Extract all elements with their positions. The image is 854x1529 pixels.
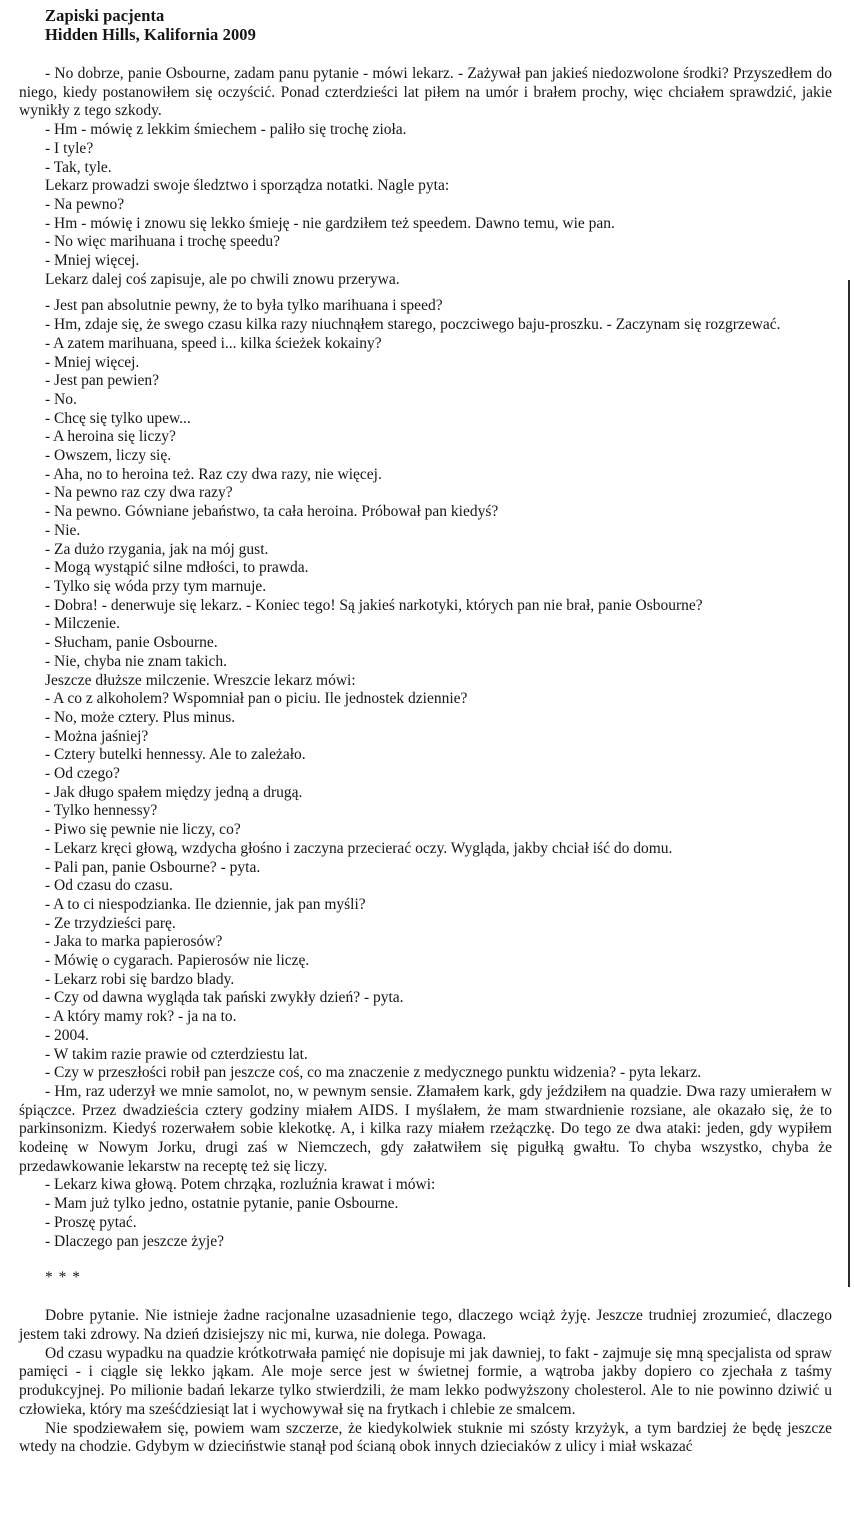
paragraph: - Mogą wystąpić silne mdłości, to prawda. [45,559,309,577]
dialogue-section-1 [19,65,832,289]
paragraph: - Jak długo spałem między jedną a drugą. [45,783,303,801]
paragraph: Od czasu wypadku na quadzie krótkotrwała pamięć nie dopisuje mi jak dawniej, to fakt - zajmuje się mną specjalista od spraw pamięci - i ciągle się lekko jąkam. Ale moje serce jest w świetnej formie, a wątroba jakby dopiero co zjechała z taśmy produkcyjnej. Po milionie badań lekarze tylko stwierdzili, że mam lekko podwyższony cholesterol. Ale to nie powinno dziwić u człowieka, który ma sześćdziesiąt lat i wychowywał się na frytkach i chlebie ze smalcem. [19,1344,832,1418]
paragraph: - 2004. [45,1026,89,1044]
paragraph: - Mam już tylko jedno, ostatnie pytanie, panie Osbourne. [45,1195,399,1213]
paragraph: Nie spodziewałem się, powiem wam szczerze, że kiedykolwiek stuknie mi szósty krzyżyk, a tym bardziej że będę jeszcze wtedy na chodzie. Gdybym w dzieciństwie stanął pod ścianą obok innych dzieciaków z ulicy i miał wskazać [19,1419,832,1456]
paragraph: - No. [45,390,77,408]
page-edge-line [848,280,850,1287]
paragraph: - Od czego? [45,765,120,783]
paragraph: - No więc marihuana i trochę speedu? [45,233,280,251]
paragraph: - Hm, raz uderzył we mnie samolot, no, w pewnym sensie. Złamałem kark, gdy jeździłem na quadzie. Dwa razy umierałem w śpiączce. Przez dwadzieścia cztery godziny miałem AIDS. I myślałem, że mam stwardnienie rozsiane, ale okazało się, że to parkinsonizm. Kiedyś rozerwałem sobie klekotkę. A, i kilka razy miałem rzeżączkę. Do tego ze dwa ataki: jeden, gdy wypiłem kodeinę w Nowym Jorku, drugi zaś w Niemczech, gdy załatwiłem się pigułką gwałtu. To chyba wszystko, chyba że przedawkowanie lekarstw na receptę też się liczy. [19,1082,832,1175]
paragraph: - A heroina się liczy? [45,428,176,446]
paragraph: - A który mamy rok? - ja na to. [45,1008,237,1026]
paragraph: Lekarz prowadzi swoje śledztwo i sporządza notatki. Nagle pyta: [45,177,450,195]
paragraph: - Mniej więcej. [45,353,140,371]
paragraph: - Dlaczego pan jeszcze żyje? [45,1232,224,1250]
paragraph: - Można jaśniej? [45,727,149,745]
paragraph: - Jest pan absolutnie pewny, że to była tylko marihuana i speed? [45,297,443,315]
paragraph: Lekarz dalej coś zapisuje, ale po chwili znowu przerywa. [45,270,400,288]
paragraph: - A co z alkoholem? Wspomniał pan o piciu. Ile jednostek dziennie? [45,690,468,708]
paragraph: - Hm, zdaje się, że swego czasu kilka razy niuchnąłem starego, poczciwego baju-proszku. - Zaczynam się rozgrzewać. [45,316,781,334]
section-divider: * * * [45,1269,81,1287]
paragraph: - No dobrze, panie Osbourne, zadam panu pytanie - mówi lekarz. - Zażywał pan jakieś niedozwolone środki? Przyszedłem do niego, kiedy postanowiłem się oczyścić. Ponad czterdzieści lat piłem na umór i brałem prochy, więc chciałem sprawdzić, jakie wynikły z tego szkody. [19,65,832,120]
paragraph: - A zatem marihuana, speed i... kilka ścieżek kokainy? [45,334,382,352]
paragraph: - Owszem, liczy się. [45,447,172,465]
paragraph: Dobre pytanie. Nie istnieje żadne racjonalne uzasadnienie tego, dlaczego wciąż żyję. Jeszcze trudniej zrozumieć, dlaczego jestem taki zdrowy. Na dzień dzisiejszy nic mi, kurwa, nie dolega. Powaga. [19,1307,832,1343]
paragraph: - Pali pan, panie Osbourne? - pyta. [45,858,261,876]
paragraph: - Dobra! - denerwuje się lekarz. - Koniec tego! Są jakieś narkotyki, których pan nie brał, panie Osbourne? [45,596,703,614]
paragraph: - Milczenie. [45,615,120,633]
paragraph: - Za dużo rzygania, jak na mój gust. [45,540,269,558]
chapter-subtitle: Hidden Hills, Kalifornia 2009 [45,25,257,44]
paragraph: - Lekarz kiwa głową. Potem chrząka, rozluźnia krawat i mówi: [45,1176,436,1194]
paragraph: - Nie. [45,521,81,539]
paragraph: - Proszę pytać. [45,1213,137,1231]
chapter-header [19,6,832,44]
paragraph: - I tyle? [45,139,94,157]
paragraph: - Lekarz kręci głową, wzdycha głośno i zaczyna przecierać oczy. Wygląda, jakby chciał iść do domu. [45,839,673,857]
paragraph: - Na pewno. Gówniane jebaństwo, ta cała heroina. Próbował pan kiedyś? [45,503,499,521]
paragraph: - Słucham, panie Osbourne. [45,634,218,652]
paragraph: - Jaka to marka papierosów? [45,933,223,951]
paragraph: - Mówię o cygarach. Papierosów nie liczę. [45,952,310,970]
paragraph: - Cztery butelki hennessy. Ale to zależało. [45,746,306,764]
paragraph: - Piwo się pewnie nie liczy, co? [45,821,241,839]
paragraph: - Tylko się wóda przy tym marnuje. [45,577,267,595]
paragraph: - A to ci niespodzianka. Ile dziennie, jak pan myśli? [45,895,366,913]
paragraph: - Ze trzydzieści parę. [45,914,176,932]
paragraph: - W takim razie prawie od czterdziestu lat. [45,1045,308,1063]
paragraph: Jeszcze dłuższe milczenie. Wreszcie lekarz mówi: [45,671,356,689]
paragraph: - Czy od dawna wygląda tak pański zwykły dzień? - pyta. [45,989,404,1007]
paragraph: - Lekarz robi się bardzo blady. [45,970,235,988]
paragraph: - No, może cztery. Plus minus. [45,708,236,726]
paragraph: - Od czasu do czasu. [45,877,173,895]
paragraph: - Hm - mówię z lekkim śmiechem - paliło się trochę zioła. [45,121,407,139]
paragraph: - Mniej więcej. [45,252,140,270]
paragraph: - Czy w przeszłości robił pan jeszcze coś, co ma znaczenie z medycznego punktu widzenia? - pyta lekarz. [45,1064,702,1082]
paragraph: - Jest pan pewien? [45,372,160,390]
paragraph: - Na pewno? [45,195,125,213]
chapter-title: Zapiski pacjenta [45,6,165,25]
narrative-section [19,1307,832,1457]
paragraph: - Tylko hennessy? [45,802,158,820]
paragraph: - Chcę się tylko upew... [45,409,191,427]
paragraph: - Hm - mówię i znowu się lekko śmieję - nie gardziłem też speedem. Dawno temu, wie pan. [45,214,615,232]
paragraph: - Tak, tyle. [45,158,112,176]
paragraph: - Aha, no to heroina też. Raz czy dwa razy, nie więcej. [45,465,382,483]
dialogue-section-2 [19,297,832,1251]
paragraph: - Na pewno raz czy dwa razy? [45,484,233,502]
paragraph: - Nie, chyba nie znam takich. [45,652,228,670]
